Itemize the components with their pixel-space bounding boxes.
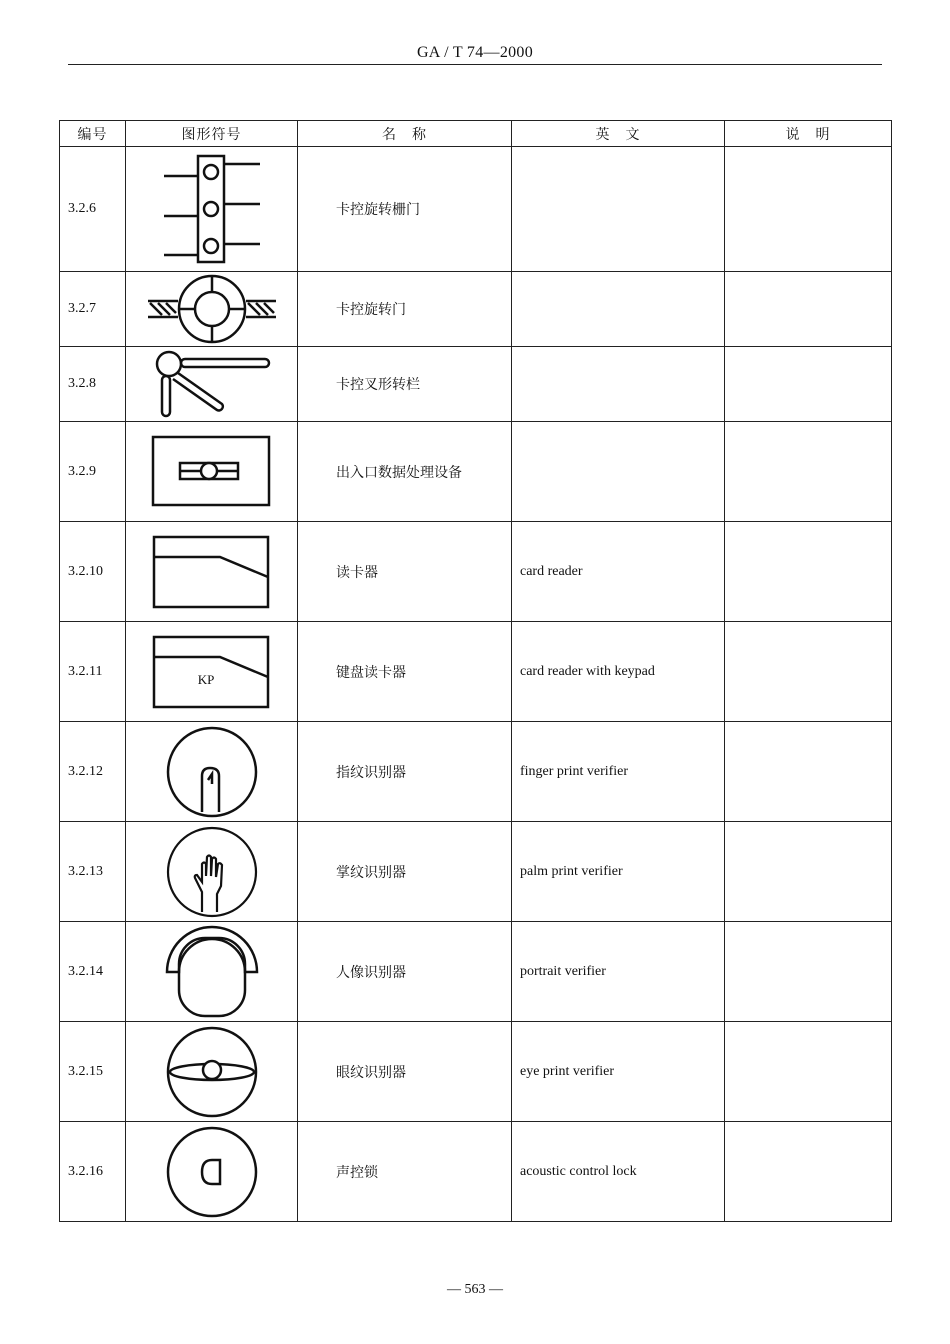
table-row [60,622,892,722]
table-row [60,522,892,622]
row-english: palm print verifier [512,822,725,922]
row-symbol [126,422,298,522]
entrance-data-processing-icon [150,433,274,511]
row-name: 人像识别器 [298,922,512,1022]
acoustic-control-lock-icon [162,1124,262,1220]
row-number: 3.2.14 [60,922,126,1022]
row-number: 3.2.10 [60,522,126,622]
row-note [725,522,892,622]
row-symbol [126,347,298,422]
row-name: 眼纹识别器 [298,1022,512,1122]
eye-print-verifier-icon [162,1024,262,1120]
column-header-symbol: 图形符号 [126,121,298,147]
table-row [60,922,892,1022]
row-note [725,622,892,722]
row-english: eye print verifier [512,1022,725,1122]
row-note [725,922,892,1022]
header-rule [68,64,882,65]
row-number: 3.2.15 [60,1022,126,1122]
row-english: finger print verifier [512,722,725,822]
row-name: 指纹识别器 [298,722,512,822]
row-symbol [126,822,298,922]
column-header-number: 编号 [60,121,126,147]
row-symbol [126,147,298,272]
page-number: — 563 — [447,1282,503,1297]
row-number: 3.2.11 [60,622,126,722]
row-symbol [126,722,298,822]
table-row [60,422,892,522]
table-row [60,272,892,347]
row-note [725,722,892,822]
card-control-turnstile-gate-icon [152,150,272,268]
row-name: 读卡器 [298,522,512,622]
row-number: 3.2.8 [60,347,126,422]
row-english: card reader [512,522,725,622]
row-english [512,272,725,347]
row-note [725,272,892,347]
card-reader-keypad-icon [150,633,274,711]
portrait-verifier-icon [162,924,262,1020]
palm-print-verifier-icon [162,824,262,920]
row-english [512,422,725,522]
column-header-name: 名 称 [298,121,512,147]
table-row [60,722,892,822]
row-name: 出入口数据处理设备 [298,422,512,522]
card-control-revolving-door-icon [142,273,282,345]
row-number: 3.2.9 [60,422,126,522]
table-row [60,347,892,422]
table-header-row [60,121,892,147]
row-english: portrait verifier [512,922,725,1022]
row-note [725,1022,892,1122]
row-english: card reader with keypad [512,622,725,722]
row-name: 卡控叉形转栏 [298,347,512,422]
row-note [725,347,892,422]
row-number: 3.2.6 [60,147,126,272]
row-name: 键盘读卡器 [298,622,512,722]
row-english [512,147,725,272]
row-number: 3.2.7 [60,272,126,347]
row-number: 3.2.12 [60,722,126,822]
row-name: 声控锁 [298,1122,512,1222]
row-number: 3.2.13 [60,822,126,922]
table-row [60,1122,892,1222]
row-name: 卡控旋转门 [298,272,512,347]
keypad-label: KP [197,671,214,687]
table-row [60,1022,892,1122]
card-reader-icon [150,533,274,611]
row-note [725,1122,892,1222]
row-symbol [126,622,298,722]
row-note [725,422,892,522]
row-english: acoustic control lock [512,1122,725,1222]
row-symbol [126,522,298,622]
row-note [725,822,892,922]
card-control-tripod-turnstile-icon [147,348,277,420]
fingerprint-verifier-icon [162,724,262,820]
row-name: 卡控旋转栅门 [298,147,512,272]
row-symbol [126,922,298,1022]
row-english [512,347,725,422]
row-name: 掌纹识别器 [298,822,512,922]
row-number: 3.2.16 [60,1122,126,1222]
row-symbol [126,272,298,347]
row-note [725,147,892,272]
row-symbol [126,1022,298,1122]
row-symbol [126,1122,298,1222]
page-header: GA / T 74—2000 [416,44,534,61]
column-header-english: 英 文 [512,121,725,147]
table-row [60,822,892,922]
symbol-table [59,120,892,1222]
column-header-note: 说 明 [725,121,892,147]
table-row [60,147,892,272]
